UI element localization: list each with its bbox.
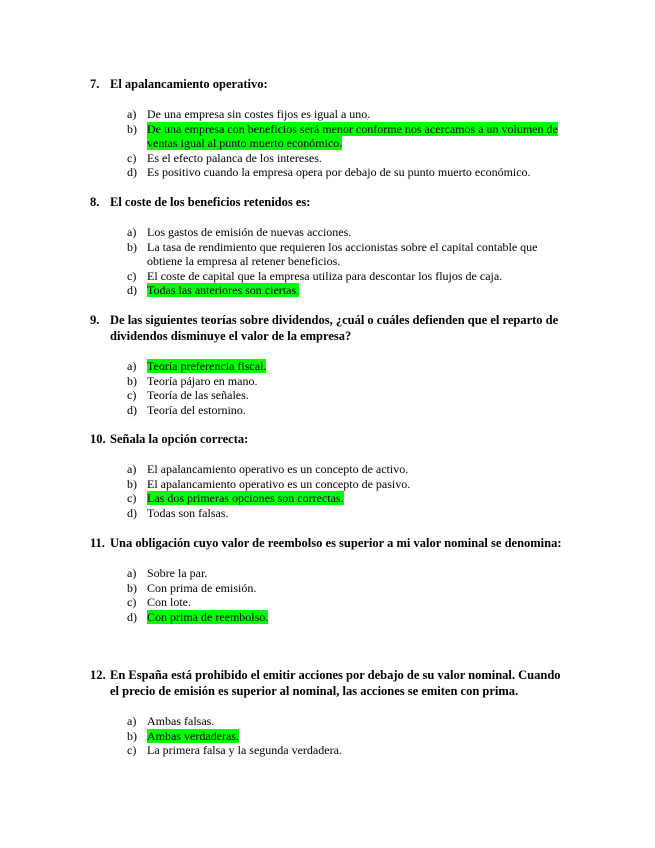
option-text-correct: Ambas verdaderas. bbox=[147, 728, 239, 743]
option-text-correct: Las dos primeras opciones son correctas. bbox=[147, 491, 344, 506]
option-b bbox=[127, 477, 565, 492]
option-text: Sobre la par. bbox=[147, 566, 208, 580]
option-text: Con prima de emisión. bbox=[147, 580, 257, 595]
question-text: En España está prohibido el emitir acciones por debajo de su valor nominal. Cuando el precio de emisión es superior al nominal, las acciones se emiten con prima. bbox=[110, 668, 561, 698]
options-list bbox=[127, 566, 565, 624]
option-a bbox=[127, 462, 565, 477]
option-b bbox=[127, 122, 565, 151]
question-title bbox=[90, 194, 565, 210]
option-letter: b) bbox=[127, 239, 137, 254]
option-text-correct: Todas las anteriores son ciertas. bbox=[147, 283, 300, 298]
option-text: El apalancamiento operativo es un concepto de activo. bbox=[147, 462, 409, 476]
option-letter: d) bbox=[127, 283, 137, 298]
option-letter: a) bbox=[127, 107, 137, 121]
option-d bbox=[127, 506, 565, 521]
question-title bbox=[90, 535, 565, 551]
option-letter: b) bbox=[127, 728, 137, 743]
option-letter: c) bbox=[127, 268, 137, 283]
option-letter: c) bbox=[127, 595, 137, 610]
option-text: De una empresa sin costes fijos es igual a uno. bbox=[147, 107, 371, 121]
option-text: Teoría del estornino. bbox=[147, 402, 246, 417]
question-number: 9. bbox=[90, 313, 100, 327]
option-text: El coste de capital que la empresa utiliza para descontar los flujos de caja. bbox=[147, 268, 503, 283]
option-b bbox=[127, 729, 565, 744]
option-letter: d) bbox=[127, 609, 137, 624]
option-letter: b) bbox=[127, 373, 137, 388]
option-a bbox=[127, 225, 565, 240]
option-text: Teoría pájaro en mano. bbox=[147, 373, 258, 388]
option-letter: c) bbox=[127, 388, 137, 403]
option-b bbox=[127, 581, 565, 596]
option-c bbox=[127, 388, 565, 403]
question-8 bbox=[90, 194, 565, 298]
option-letter: a) bbox=[127, 462, 137, 476]
option-c bbox=[127, 743, 565, 758]
options-list bbox=[127, 359, 565, 417]
option-a bbox=[127, 359, 565, 374]
option-a bbox=[127, 714, 565, 729]
question-text: Señala la opción correcta: bbox=[110, 432, 249, 446]
options-list bbox=[127, 225, 565, 298]
question-title bbox=[90, 431, 565, 447]
question-text: El apalancamiento operativo: bbox=[110, 77, 268, 91]
option-letter: b) bbox=[127, 476, 137, 491]
question-9 bbox=[90, 312, 565, 417]
question-number: 10. bbox=[90, 432, 106, 446]
option-text: Teoría de las señales. bbox=[147, 388, 249, 403]
option-text: La primera falsa y la segunda verdadera. bbox=[147, 743, 342, 758]
option-c bbox=[127, 595, 565, 610]
option-letter: a) bbox=[127, 359, 137, 373]
options-list bbox=[127, 107, 565, 180]
option-letter: d) bbox=[127, 402, 137, 417]
option-d bbox=[127, 403, 565, 418]
option-d bbox=[127, 610, 565, 625]
option-text: Con lote. bbox=[147, 595, 191, 610]
option-a bbox=[127, 107, 565, 122]
option-text: Ambas falsas. bbox=[147, 714, 215, 728]
option-letter: d) bbox=[127, 505, 137, 520]
option-d bbox=[127, 283, 565, 298]
question-text: Una obligación cuyo valor de reembolso es superior a mi valor nominal se denomina: bbox=[110, 536, 562, 550]
options-list bbox=[127, 714, 565, 758]
option-text: Es positivo cuando la empresa opera por debajo de su punto muerto económico. bbox=[147, 165, 531, 180]
option-letter: c) bbox=[127, 491, 137, 506]
option-letter: a) bbox=[127, 566, 137, 580]
question-number: 12. bbox=[90, 668, 106, 682]
question-text: De las siguientes teorías sobre dividendos, ¿cuál o cuáles defienden que el reparto de dividendos disminuye el valor de la empresa? bbox=[110, 313, 559, 343]
option-text-correct: Con prima de reembolso. bbox=[147, 609, 269, 624]
option-letter: a) bbox=[127, 225, 137, 239]
question-7 bbox=[90, 76, 565, 180]
question-title bbox=[90, 76, 565, 92]
question-10 bbox=[90, 431, 565, 520]
question-title bbox=[90, 667, 565, 699]
option-b bbox=[127, 240, 565, 269]
option-text-correct: Teoría preferencia fiscal. bbox=[147, 359, 267, 373]
question-title bbox=[90, 312, 565, 344]
option-d bbox=[127, 165, 565, 180]
question-text: El coste de los beneficios retenidos es: bbox=[110, 195, 311, 209]
options-list bbox=[127, 462, 565, 520]
option-letter: d) bbox=[127, 165, 137, 180]
option-c bbox=[127, 269, 565, 284]
option-text: Es el efecto palanca de los intereses. bbox=[147, 150, 322, 165]
question-number: 11. bbox=[90, 536, 105, 550]
option-text: Los gastos de emisión de nuevas acciones. bbox=[147, 225, 352, 239]
question-11 bbox=[90, 535, 565, 624]
option-text: La tasa de rendimiento que requieren los accionistas sobre el capital contable que obtiene la empresa al retener beneficios. bbox=[147, 239, 538, 269]
option-text-correct: De una empresa con beneficios será menor conforme nos acercamos a un volumen de ventas igual al punto muerto económico. bbox=[147, 121, 558, 151]
option-c bbox=[127, 151, 565, 166]
question-12 bbox=[90, 667, 565, 758]
option-b bbox=[127, 374, 565, 389]
question-number: 8. bbox=[90, 195, 100, 209]
option-text: El apalancamiento operativo es un concepto de pasivo. bbox=[147, 476, 411, 491]
option-letter: b) bbox=[127, 580, 137, 595]
option-text: Todas son falsas. bbox=[147, 505, 229, 520]
option-letter: c) bbox=[127, 743, 137, 758]
option-letter: a) bbox=[127, 714, 137, 728]
option-letter: b) bbox=[127, 121, 137, 136]
option-a bbox=[127, 566, 565, 581]
question-number: 7. bbox=[90, 77, 100, 91]
option-c bbox=[127, 491, 565, 506]
option-letter: c) bbox=[127, 150, 137, 165]
